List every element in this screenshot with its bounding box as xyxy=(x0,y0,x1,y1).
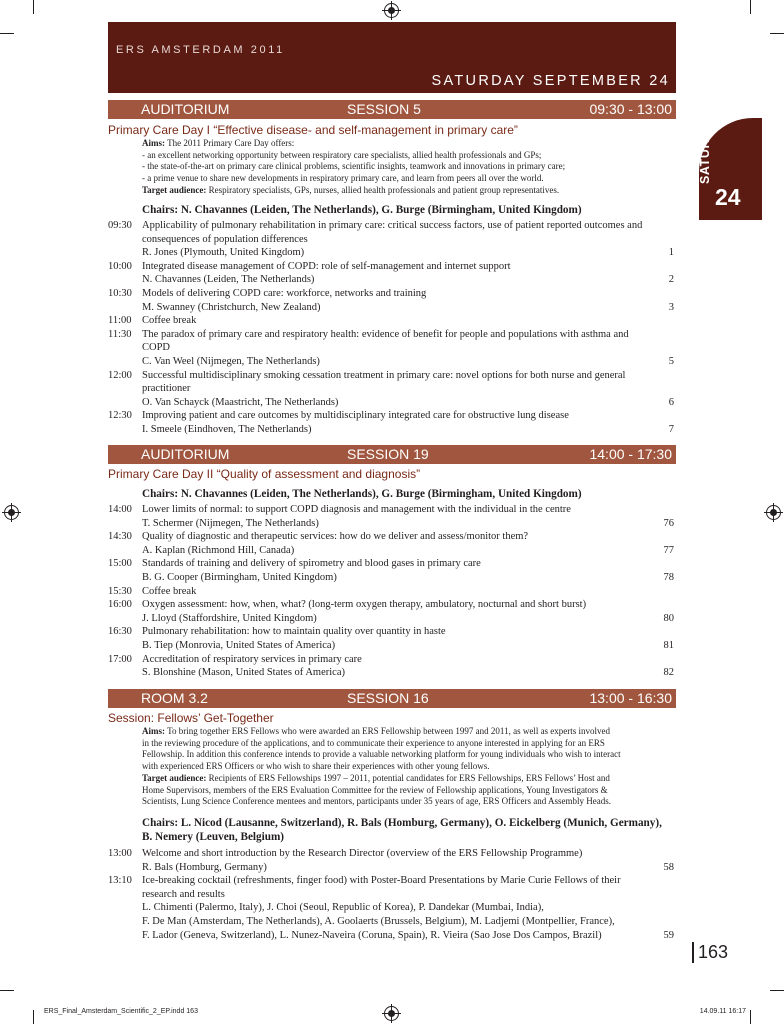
crop-mark xyxy=(33,0,34,14)
item-page: 2 xyxy=(668,274,674,286)
item-speaker: O. Van Schayck (Maastricht, The Netherlands) xyxy=(142,396,339,408)
session-time: 13:00 - 16:30 xyxy=(589,690,672,706)
day-heading: SATURDAY SEPTEMBER 24 xyxy=(431,73,670,89)
item-page: 5 xyxy=(668,355,674,367)
aims-line: in the reviewing procedure of the applications, and to communicate their experience to anyone interested in applying for an ERS xyxy=(142,737,605,748)
session-room: ROOM 3.2 xyxy=(141,690,208,706)
item-time: 12:00 xyxy=(108,369,132,381)
item-speaker: A. Kaplan (Richmond Hill, Canada) xyxy=(142,544,295,556)
list-item xyxy=(108,409,674,436)
list-item xyxy=(108,653,674,680)
item-title: Applicability of pulmonary rehabilitation in primary care: critical success factors, use of patient reported outcomes and consequences of population differences xyxy=(142,220,643,245)
list-item xyxy=(108,625,674,652)
aims-line: - an excellent networking opportunity between respiratory care specialists, allied health professionals and GPs; xyxy=(142,149,542,160)
aims-line: Fellowship. In addition this conference intends to provide a valuable networking platform for young individuals who wish to interact xyxy=(142,749,621,760)
registration-mark-icon xyxy=(384,1006,399,1021)
chairs-line: B. Nemery (Leuven, Belgium) xyxy=(142,830,284,843)
target-text: Respiratory specialists, GPs, nurses, allied health professionals and patient group representatives. xyxy=(208,184,560,195)
chairs-line: Chairs: L. Nicod (Lausanne, Switzerland), R. Bals (Homburg, Germany), O. Eickelberg (Munich, Germany), xyxy=(142,817,662,829)
item-speaker: S. Blonshine (Mason, United States of America) xyxy=(142,667,345,679)
item-time: 11:30 xyxy=(108,328,132,340)
day-side-tab xyxy=(698,111,762,220)
item-speaker: R. Jones (Plymouth, United Kingdom) xyxy=(142,247,305,259)
item-title: Coffee break xyxy=(142,585,197,597)
target-line: Recipients of ERS Fellowships 1997 – 2011, potential candidates for ERS Fellowships, ERS Fellows’ Host and xyxy=(208,772,610,783)
item-title: Accreditation of respiratory services in primary care xyxy=(142,653,362,665)
item-page: 78 xyxy=(663,571,674,583)
item-time: 14:30 xyxy=(108,531,132,543)
item-speaker: I. Smeele (Eindhoven, The Netherlands) xyxy=(142,423,312,435)
crop-mark xyxy=(770,33,784,34)
crop-mark xyxy=(33,1010,34,1024)
crop-mark xyxy=(750,0,751,14)
list-item xyxy=(108,847,674,874)
item-page: 7 xyxy=(668,423,674,435)
item-page: 58 xyxy=(663,861,674,873)
list-item xyxy=(108,369,674,410)
list-item xyxy=(108,219,674,260)
item-time: 14:00 xyxy=(108,504,132,515)
item-page: 80 xyxy=(663,612,674,624)
item-page: 76 xyxy=(663,517,674,529)
session-aims xyxy=(142,726,672,808)
session-number: SESSION 19 xyxy=(347,446,429,462)
item-speaker: R. Bals (Homburg, Germany) xyxy=(142,861,267,873)
item-time: 12:30 xyxy=(108,410,132,422)
item-speaker: N. Chavannes (Leiden, The Netherlands) xyxy=(142,274,315,286)
aims-line: with experienced ERS Officers or who wish to share their experiences with other young fellows. xyxy=(142,761,490,772)
slug-filename: ERS_Final_Amsterdam_Scientific_2_EP.indd 163 xyxy=(44,1008,198,1015)
item-time: 13:10 xyxy=(108,875,132,887)
target-label: Target audience: xyxy=(142,772,207,783)
conference-name: ERS AMSTERDAM 2011 xyxy=(116,44,285,56)
list-item xyxy=(108,874,674,942)
list-item xyxy=(108,314,674,328)
side-tab-day: SATURDAY xyxy=(698,111,712,184)
aims-label: Aims: xyxy=(142,138,165,148)
item-title: Coffee break xyxy=(142,315,197,327)
item-speaker: L. Chimenti (Palermo, Italy), J. Choi (Seoul, Republic of Korea), P. Dandekar (Mumbai, India), xyxy=(142,902,544,914)
page-header xyxy=(108,22,676,93)
item-page: 77 xyxy=(663,544,674,556)
crop-mark xyxy=(0,33,14,34)
item-speaker: B. Tiep (Monrovia, United States of America) xyxy=(142,639,336,651)
item-page: 6 xyxy=(668,396,674,408)
list-item xyxy=(108,328,674,369)
aims-line: To bring together ERS Fellows who were awarded an ERS Fellowship between 1997 and 2011, as well as experts involved xyxy=(167,726,611,736)
item-page: 3 xyxy=(668,301,674,313)
target-label: Target audience: xyxy=(142,184,207,195)
registration-mark-icon xyxy=(766,505,781,520)
registration-mark-icon xyxy=(4,505,19,520)
list-item xyxy=(108,557,674,584)
aims-label: Aims: xyxy=(142,726,165,736)
list-item xyxy=(108,287,674,314)
session-room: AUDITORIUM xyxy=(141,446,230,462)
slug-timestamp: 14.09.11 16:17 xyxy=(699,1008,746,1015)
item-speaker: C. Van Weel (Nijmegen, The Netherlands) xyxy=(142,355,320,367)
crop-mark xyxy=(770,990,784,991)
item-title: Integrated disease management of COPD: role of self-management and internet support xyxy=(142,260,511,272)
item-time: 16:00 xyxy=(108,599,132,611)
item-title: Improving patient and care outcomes by multidisciplinary integrated care for obstructive lung disease xyxy=(142,410,569,422)
list-item xyxy=(108,585,674,599)
aims-line: - the state-of-the-art on primary care clinical problems, scientific insights, teamwork and innovations in primary care; xyxy=(142,161,566,172)
item-page: 59 xyxy=(663,929,674,941)
item-title: Ice-breaking cocktail (refreshments, finger food) with Poster-Board Presentations by Marie Curie Fellows of their research and results xyxy=(142,875,621,900)
item-speaker: T. Schermer (Nijmegen, The Netherlands) xyxy=(142,517,319,529)
session-bar xyxy=(108,445,676,464)
item-time: 17:00 xyxy=(108,653,132,665)
target-line: Scientists, Lung Science Conference mentees and mentors, participants under 35 years of age, ERS Officers and Assembly Heads. xyxy=(142,796,611,807)
target-line: Home Supervisors, members of the ERS Evaluation Committee for the review of Fellowship applications, Young Investigators & xyxy=(142,784,608,795)
session-items xyxy=(108,219,674,437)
session-bar xyxy=(108,100,676,119)
session-number: SESSION 16 xyxy=(347,690,429,706)
item-title: Pulmonary rehabilitation: how to maintain quality over quantity in haste xyxy=(142,626,446,638)
item-speaker: B. G. Cooper (Birmingham, United Kingdom) xyxy=(142,571,337,583)
item-title: Welcome and short introduction by the Research Director (overview of the ERS Fellowship Programme) xyxy=(142,848,583,859)
item-time: 15:00 xyxy=(108,558,132,570)
aims-line: The 2011 Primary Care Day offers: xyxy=(167,138,295,148)
session-time: 14:00 - 17:30 xyxy=(589,446,672,462)
session-items xyxy=(108,503,674,680)
crop-mark xyxy=(750,1010,751,1024)
item-page: 81 xyxy=(663,639,674,651)
page-number xyxy=(692,942,728,963)
item-time: 13:00 xyxy=(108,848,132,859)
crop-mark xyxy=(0,990,14,991)
session-chairs: Chairs: N. Chavannes (Leiden, The Netherlands), G. Burge (Birmingham, United Kingdom) xyxy=(142,488,582,500)
side-tab-date: 24 xyxy=(715,184,741,210)
session-aims xyxy=(142,138,672,197)
item-speaker: J. Lloyd (Staffordshire, United Kingdom) xyxy=(142,612,317,624)
item-time: 15:30 xyxy=(108,585,132,597)
item-title: Models of delivering COPD care: workforce, networks and training xyxy=(142,287,427,299)
item-page: 1 xyxy=(668,247,674,259)
session-chairs xyxy=(142,817,662,844)
session-number: SESSION 5 xyxy=(347,101,421,117)
item-title: Quality of diagnostic and therapeutic services: how do we deliver and assess/monitor them? xyxy=(142,531,529,543)
session-title: Primary Care Day II “Quality of assessment and diagnosis” xyxy=(108,467,421,481)
registration-mark-icon xyxy=(384,3,399,18)
folio-rule xyxy=(692,942,694,963)
item-title: Oxygen assessment: how, when, what? (long-term oxygen therapy, ambulatory, nocturnal and short burst) xyxy=(142,599,587,611)
item-page: 82 xyxy=(663,667,674,679)
item-title: Standards of training and delivery of spirometry and blood gases in primary care xyxy=(142,558,481,570)
session-bar xyxy=(108,689,676,708)
item-time: 10:00 xyxy=(108,260,132,272)
item-time: 11:00 xyxy=(108,315,132,327)
list-item xyxy=(108,598,674,625)
item-speaker: F. De Man (Amsterdam, The Netherlands), A. Goolaerts (Brussels, Belgium), M. Ladjemi (Montpellier, France), xyxy=(142,915,615,927)
item-title: Lower limits of normal: to support COPD diagnosis and management with the individual in the centre xyxy=(142,504,571,515)
item-speaker: M. Swanney (Christchurch, New Zealand) xyxy=(142,301,321,313)
item-time: 16:30 xyxy=(108,626,132,638)
session-room: AUDITORIUM xyxy=(141,101,230,117)
session-title: Session: Fellows’ Get-Together xyxy=(108,711,274,725)
item-title: The paradox of primary care and respiratory health: evidence of benefit for people and populations with asthma and COPD xyxy=(142,328,629,354)
list-item xyxy=(108,260,674,287)
session-time: 09:30 - 13:00 xyxy=(589,101,672,117)
item-time: 09:30 xyxy=(108,220,132,231)
session-title: Primary Care Day I “Effective disease- and self-management in primary care” xyxy=(108,123,518,137)
item-time: 10:30 xyxy=(108,287,132,299)
page-number-text: 163 xyxy=(698,942,729,962)
list-item xyxy=(108,503,674,530)
aims-line: - a prime venue to share new developments in respiratory primary care, and learn from peers all over the world. xyxy=(142,173,544,184)
item-speaker: F. Lador (Geneva, Switzerland), L. Nunez-Naveira (Coruna, Spain), R. Vieira (Sao Jose Dos Campos, Brazil) xyxy=(142,929,602,941)
item-title: Successful multidisciplinary smoking cessation treatment in primary care: novel options for both nurse and general practitioner xyxy=(142,369,626,395)
session-items xyxy=(108,847,674,942)
list-item xyxy=(108,530,674,557)
session-chairs: Chairs: N. Chavannes (Leiden, The Netherlands), G. Burge (Birmingham, United Kingdom) xyxy=(142,204,582,216)
